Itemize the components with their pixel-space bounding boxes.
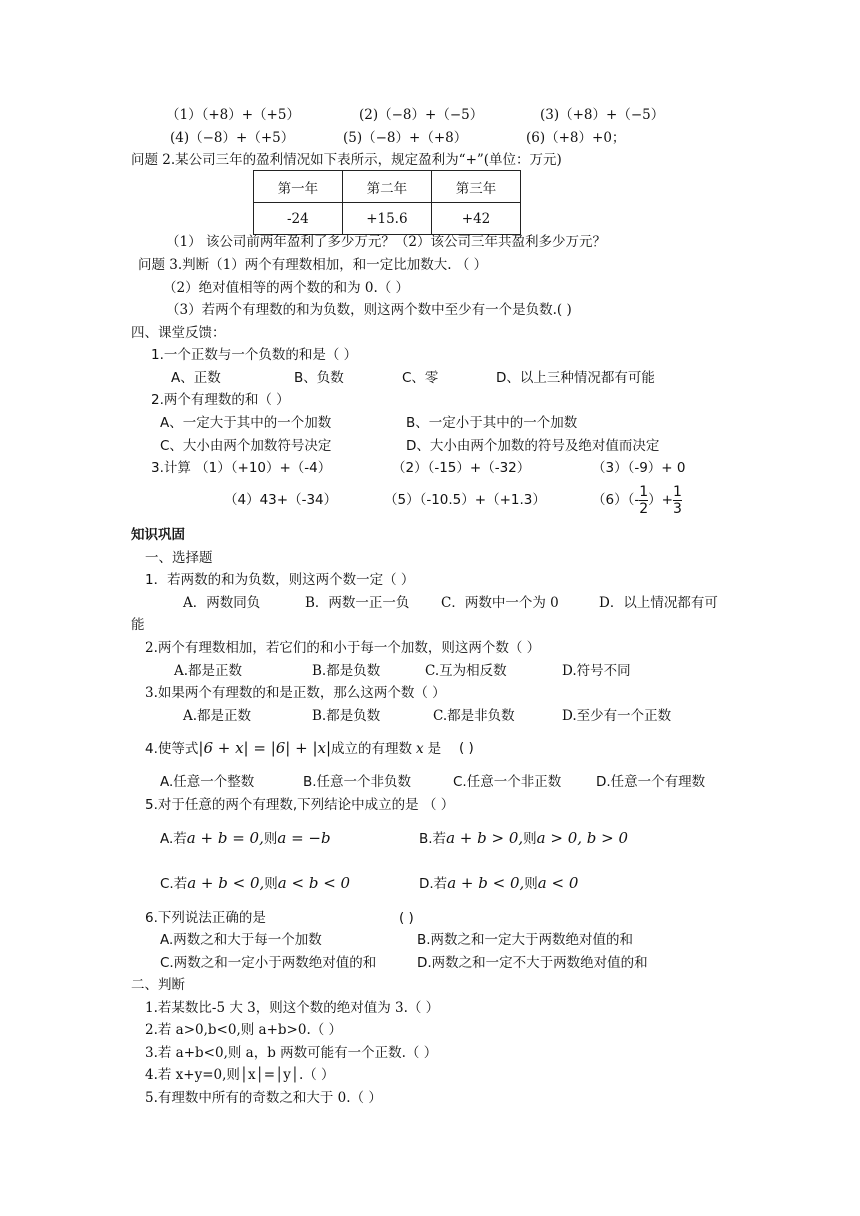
feedback-q3-part1: 3.计算 （1）（+10）+（-4）: [151, 460, 332, 476]
table-cell: +15.6: [342, 203, 431, 235]
choice-q1: 1．若两数的和为负数，则这两个数一定（ ）: [145, 572, 415, 588]
conclusion: a > 0, b > 0: [536, 829, 629, 847]
exercise-4: (4)（−8）+（+5）: [170, 130, 295, 146]
section-choice: 一、选择题: [145, 550, 213, 566]
choice-q2-option-a: A.都是正数: [174, 663, 243, 679]
then-word: 则: [523, 831, 537, 847]
problem2-text: 问题 2.某公司三年的盈利情况如下表所示，规定盈利为“+”(单位：万元): [131, 152, 562, 168]
choice-q3-option-d: D.至少有一个正数: [562, 708, 672, 724]
exercise-3: (3)（+8）+（−5）: [540, 107, 665, 123]
feedback-q1-option-d: D、以上三种情况都有可能: [496, 370, 655, 386]
choice-q3-option-a: A.都是正数: [183, 708, 252, 724]
exercise-2: (2)（−8）+（−5）: [359, 107, 484, 123]
choice-q4: [145, 737, 441, 760]
table-header: 第三年: [432, 171, 521, 203]
table-header: 第二年: [342, 171, 431, 203]
fraction-one-third: [673, 484, 682, 517]
profit-table: [253, 170, 521, 235]
problem2-question: （1） 该公司前两年盈利了多少万元？（2）该公司三年共盈利多少万元？: [166, 234, 606, 250]
judge-3: 3.若 a+b<0,则 a，b 两数可能有一个正数.（ ）: [145, 1045, 438, 1061]
q4-variable: x: [416, 741, 424, 757]
part6-prefix: （6）（-: [592, 492, 640, 508]
choice-q6-option-c: C.两数之和一定小于两数绝对值的和: [160, 955, 377, 971]
judge-4: 4.若 x+y=0,则│x│=│y│.（ ）: [145, 1067, 335, 1083]
choice-q4-option-b: B.任意一个非负数: [303, 774, 412, 790]
choice-q5-option-c: [160, 872, 350, 895]
q4-prefix: 4.使等式: [145, 741, 199, 757]
numerator: 1: [672, 483, 682, 500]
choice-q1-option-b: B．两数一正一负: [305, 595, 410, 611]
choice-q4-paren: ( ): [459, 740, 474, 756]
section-judge: 二、判断: [131, 977, 185, 993]
option-label: D.若: [419, 876, 448, 892]
feedback-q3-part6: [592, 478, 682, 522]
then-word: 则: [264, 876, 278, 892]
choice-q6: 6.下列说法正确的是: [145, 910, 266, 926]
problem3-line1: 问题 3.判断（1）两个有理数相加，和一定比加数大. （ ）: [138, 257, 488, 273]
q4-suffix: 是: [427, 741, 442, 757]
feedback-q3-part5: （5）（-10.5）+（+1.3）: [384, 492, 546, 508]
denominator: 2: [639, 500, 649, 517]
feedback-q1: 1.一个正数与一个负数的和是（ ）: [151, 347, 358, 363]
fraction-one-half: [639, 484, 648, 517]
exercise-6: (6)（+8）+0；: [526, 130, 626, 146]
feedback-q1-option-b: B、负数: [294, 370, 344, 386]
choice-q6-paren: ( ): [399, 910, 414, 926]
choice-q1-option-d: D．以上情况都有可: [599, 595, 718, 611]
conclusion: a < b < 0: [277, 874, 351, 892]
feedback-q3-part4: （4）43+（-34）: [224, 492, 338, 508]
condition: a + b < 0,: [447, 874, 525, 892]
choice-q3-option-b: B.都是负数: [312, 708, 381, 724]
feedback-q2-option-a: A、一定大于其中的一个加数: [160, 415, 332, 431]
choice-q5: 5.对于任意的两个有理数,下列结论中成立的是 （ ）: [145, 797, 455, 813]
denominator: 3: [672, 500, 682, 517]
choice-q3: 3.如果两个有理数的和是正数，那么这两个数（ ）: [145, 685, 446, 701]
part6-mid: ）+: [648, 492, 673, 508]
judge-2: 2.若 a>0,b<0,则 a+b>0.（ ）: [145, 1022, 343, 1038]
feedback-heading: 四、课堂反馈：: [131, 325, 226, 341]
choice-q1-wrap: 能: [131, 617, 145, 633]
table-header: 第一年: [254, 171, 343, 203]
choice-q2-option-d: D.符号不同: [562, 663, 631, 679]
feedback-q2-option-c: C、大小由两个加数符号决定: [160, 438, 332, 454]
option-label: C.若: [160, 876, 188, 892]
conclusion: a = −b: [277, 829, 331, 847]
choice-q3-option-c: C.都是非负数: [433, 708, 515, 724]
then-word: 则: [524, 876, 538, 892]
table-cell: -24: [254, 203, 343, 235]
table-header-row: [254, 171, 521, 203]
choice-q2-option-b: B.都是负数: [312, 663, 381, 679]
feedback-q2-option-d: D、大小由两个加数的符号及绝对值而决定: [406, 438, 660, 454]
choice-q4-option-c: C.任意一个非正数: [453, 774, 562, 790]
condition: a + b > 0,: [446, 829, 524, 847]
choice-q6-option-b: B.两数之和一定大于两数绝对值的和: [417, 932, 634, 948]
exercise-5: (5)（−8）+（+8）: [343, 130, 468, 146]
condition: a + b < 0,: [187, 874, 265, 892]
choice-q5-option-a: [160, 827, 331, 850]
choice-q5-option-b: [419, 827, 628, 850]
condition: a + b = 0,: [186, 829, 264, 847]
judge-1: 1.若某数比-5 大 3，则这个数的绝对值为 3.（ ）: [145, 1000, 440, 1016]
choice-q2: 2.两个有理数相加，若它们的和小于每一个加数，则这两个数（ ）: [145, 640, 541, 656]
choice-q2-option-c: C.互为相反数: [425, 663, 507, 679]
q4-middle: 成立的有理数: [331, 741, 413, 757]
option-label: A.若: [160, 831, 187, 847]
choice-q6-option-d: D.两数之和一定不大于两数绝对值的和: [417, 955, 648, 971]
feedback-q3-part3: （3）（-9）+ 0: [592, 460, 686, 476]
consolidate-heading: 知识巩固: [131, 527, 185, 543]
choice-q4-option-a: A.任意一个整数: [160, 774, 255, 790]
choice-q4-option-d: D.任意一个有理数: [596, 774, 706, 790]
choice-q1-option-c: C．两数中一个为 0: [441, 595, 559, 611]
table-cell: +42: [432, 203, 521, 235]
numerator: 1: [639, 483, 649, 500]
feedback-q1-option-c: C、零: [402, 370, 439, 386]
feedback-q2-option-b: B、一定小于其中的一个加数: [406, 415, 578, 431]
table-row: [254, 203, 521, 235]
choice-q6-option-a: A.两数之和大于每一个加数: [160, 932, 322, 948]
choice-q5-option-d: [419, 872, 578, 895]
q4-equation: |6 + x| = |6| + |x|: [198, 739, 332, 757]
problem3-line2: （2）绝对值相等的两个数的和为 0.（ ）: [163, 280, 410, 296]
problem3-line3: （3）若两个有理数的和为负数，则这两个数中至少有一个是负数.( ): [166, 302, 572, 318]
conclusion: a < 0: [537, 874, 579, 892]
exercise-1: （1）（+8）+（+5）: [166, 107, 300, 123]
feedback-q1-option-a: A、正数: [171, 370, 221, 386]
feedback-q2: 2.两个有理数的和（ ）: [151, 392, 290, 408]
then-word: 则: [263, 831, 278, 847]
feedback-q3-part2: （2）（-15）+（-32）: [392, 460, 531, 476]
judge-5: 5.有理数中所有的奇数之和大于 0.（ ）: [145, 1090, 382, 1106]
option-label: B.若: [419, 831, 447, 847]
choice-q1-option-a: A．两数同负: [183, 595, 261, 611]
